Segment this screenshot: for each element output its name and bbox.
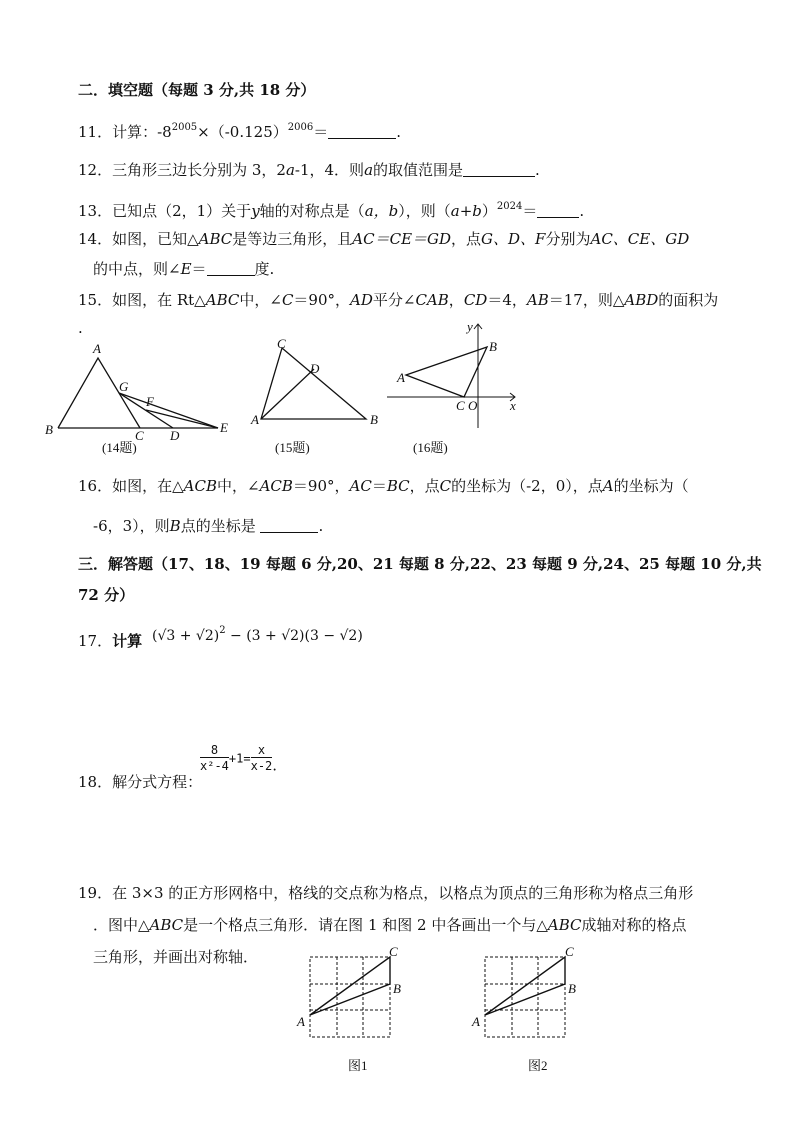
label-c: C	[135, 428, 144, 443]
question-17: 17．计算	[78, 632, 143, 650]
caption-16: (16题)	[413, 440, 448, 455]
label-b: B	[489, 339, 497, 354]
figure-16	[383, 318, 533, 460]
label-a: A	[472, 1014, 480, 1029]
answer-blank[interactable]	[463, 162, 535, 177]
label-e: E	[220, 420, 228, 435]
triangle-acb	[406, 347, 487, 397]
caption-figure-2: 图2	[528, 1058, 548, 1073]
caption-15: (15题)	[275, 440, 310, 455]
question-11: 11．计算：$-8^{2005}\times(-0.125)^{2006}=$ .	[78, 122, 402, 141]
grid-figure-2	[470, 942, 590, 1074]
figure-15	[248, 336, 388, 460]
answer-blank[interactable]	[207, 261, 255, 276]
question-19-line-2: ．图中△ABC是一个格点三角形．请在图 1 和图 2 中各画出一个与△ABC成轴对称的格点	[93, 916, 687, 934]
triangle-abc	[310, 957, 390, 1015]
question-19-line-1: 19．在 3×3 的正方形网格中，格线的交点称为格点，以格点为顶点的三角形称为格点三角形	[78, 884, 694, 902]
question-18: 18．解分式方程：	[78, 773, 203, 791]
dashed-grid	[310, 957, 390, 1037]
label-y: y	[467, 319, 473, 334]
label-b: B	[393, 981, 401, 996]
line-fe	[146, 410, 218, 428]
section-3-heading-line-2: 72 分）	[78, 586, 135, 604]
label-b: B	[568, 981, 576, 996]
label-o: O	[468, 398, 478, 413]
question-number: 11．	[78, 123, 113, 141]
fraction-2: $\frac{x}{x-2}$	[250, 743, 273, 773]
caption-figure-1: 图1	[348, 1058, 368, 1073]
section-2-heading: 二．填空题（每题 3 分,共 18 分）	[78, 81, 316, 99]
question-15: 15．如图，在 Rt△ABC中，∠C＝90°，AD平分∠CAB，CD＝4，AB＝17，则△ABD的面积为	[78, 291, 719, 309]
label-g: G	[119, 379, 129, 394]
label-c: C	[389, 944, 398, 959]
answer-blank[interactable]	[260, 518, 318, 533]
grid-figure-1	[295, 942, 415, 1074]
question-13: 13．已知点（2，1）关于y轴的对称点是（a，b），则$(a+b)^{2024}=$ .	[78, 201, 585, 220]
section-3-heading: 三．解答题（17、18、19 每题 6 分,20、21 每题 8 分,22、23 每题 9 分,24、25 每题 10 分,共	[78, 555, 762, 573]
equation-18: $\frac{8}{\text{x²-4}}$ +1= $\frac{x}{x-2}$ .	[200, 743, 278, 775]
dashed-grid	[485, 957, 565, 1037]
question-19-line-3: 三角形，并画出对称轴．	[93, 948, 259, 966]
fraction-1: $\frac{8}{\text{x²-4}}$	[200, 743, 229, 773]
label-d: D	[310, 361, 320, 376]
answer-blank[interactable]	[328, 124, 396, 139]
label-a: A	[397, 370, 405, 385]
label-c: C	[456, 398, 465, 413]
label-b: B	[45, 422, 53, 437]
label-x: x	[510, 398, 516, 413]
label-c: C	[565, 944, 574, 959]
label-b: B	[370, 412, 378, 427]
triangle-abc	[485, 957, 565, 1015]
figure-14	[40, 338, 240, 458]
label-a: A	[297, 1014, 305, 1029]
caption-14: (14题)	[102, 440, 137, 455]
question-14-line-1: 14．如图，已知△ABC是等边三角形，且AC＝CE＝GD，点G、D、F分别为AC、CE、GD	[78, 230, 690, 248]
answer-blank[interactable]	[537, 203, 579, 218]
line-ge	[119, 393, 218, 428]
formula-17: $(√3 + √2)^2 - (3 + √2)(3 - √2)$	[152, 625, 363, 644]
question-12: 12．三角形三边长分别为 3，2a-1，4．则a的取值范围是 .	[78, 161, 540, 179]
question-14-line-2: 的中点，则∠E＝ 度.	[93, 260, 275, 278]
label-f: F	[146, 394, 154, 409]
label-a: A	[251, 412, 259, 427]
label-a: A	[93, 341, 101, 356]
label-c: C	[277, 336, 286, 351]
label-d: D	[170, 428, 180, 443]
triangle-abc	[261, 348, 366, 419]
question-15-line-2: .	[78, 319, 83, 337]
question-16-line-2: -6，3），则B点的坐标是 .	[93, 517, 324, 535]
question-16-line-1: 16．如图，在△ACB中，∠ACB＝90°，AC＝BC，点C的坐标为（-2，0），点A的坐标为（	[78, 477, 689, 495]
